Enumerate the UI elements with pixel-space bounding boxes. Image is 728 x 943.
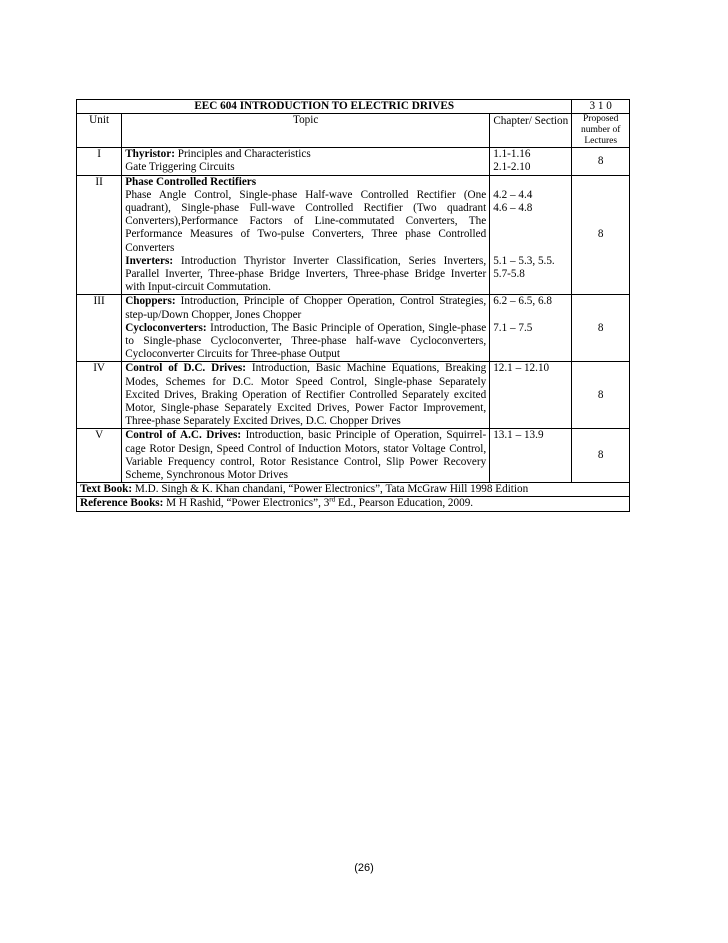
- unit-header: Unit: [77, 114, 122, 148]
- reference-books: Reference Books: M H Rashid, “Power Electronics”, 3rd Ed., Pearson Education, 2009.: [77, 497, 630, 511]
- reference-books-row: [77, 497, 630, 511]
- unit-chapters: 6.2 – 6.5, 6.8 7.1 – 7.5: [490, 295, 572, 362]
- unit-chapters: 4.2 – 4.4 4.6 – 4.8 5.1 – 5.3, 5.5. 5.7-5.8: [490, 175, 572, 295]
- unit-row: [77, 148, 630, 175]
- text-book: Text Book: M.D. Singh & K. Khan chandani, “Power Electronics”, Tata McGraw Hill 1998 Edition: [77, 483, 630, 497]
- syllabus-table: [76, 99, 630, 512]
- ltp-credits: 3 1 0: [572, 100, 630, 114]
- topic-header: Topic: [122, 114, 490, 148]
- unit-row: [77, 429, 630, 483]
- unit-lectures: 8: [572, 148, 630, 175]
- unit-row: [77, 175, 630, 295]
- title-row: [77, 100, 630, 114]
- unit-topics: Control of A.C. Drives: Introduction, basic Principle of Operation, Squirrel-cage Rotor Design, Speed Control of Induction Motors, stator Voltage Control, Variable Frequency control, Rotor Resistance Control, Slip Power Recovery Scheme, Synchronous Motor Drives: [122, 429, 490, 483]
- unit-number: III: [77, 295, 122, 362]
- text-book-row: [77, 483, 630, 497]
- chapter-header: Chapter/ Section: [490, 114, 572, 148]
- unit-row: [77, 362, 630, 429]
- unit-topics: Phase Controlled Rectifiers Phase Angle Control, Single-phase Half-wave Controlled Rectifier (One quadrant), Single-phase Full-wave Controlled Rectifier (Two quadrant Converters),Performance Factors of Line-commutated Converters, The Performance Measures of Two-pulse Converters, Three phase Controlled Converters Inverters: Introduction Thyristor Inverter Classification, Series Inverters, Parallel Inverter, Three-phase Bridge Inverters, Three-phase Bridge Inverter with Input-circuit Commutation.: [122, 175, 490, 295]
- lectures-header: Proposed number of Lectures: [572, 114, 630, 148]
- column-header-row: [77, 114, 630, 148]
- unit-number: IV: [77, 362, 122, 429]
- unit-lectures: 8: [572, 429, 630, 483]
- unit-number: II: [77, 175, 122, 295]
- unit-topics: Thyristor: Principles and Characteristics Gate Triggering Circuits: [122, 148, 490, 175]
- course-title: EEC 604 INTRODUCTION TO ELECTRIC DRIVES: [77, 100, 572, 114]
- page-number: (26): [354, 862, 374, 874]
- unit-row: [77, 295, 630, 362]
- unit-lectures: 8: [572, 362, 630, 429]
- unit-number: V: [77, 429, 122, 483]
- unit-lectures: 8: [572, 295, 630, 362]
- unit-chapters: 12.1 – 12.10: [490, 362, 572, 429]
- unit-chapters: 13.1 – 13.9: [490, 429, 572, 483]
- unit-number: I: [77, 148, 122, 175]
- unit-topics: Choppers: Introduction, Principle of Chopper Operation, Control Strategies, step-up/Down Chopper, Jones Chopper Cycloconverters: Introduction, The Basic Principle of Operation, Single-phase to Single-phase Cycloconverter, Three-phase half-wave Cycloconverters, Cycloconverter Circuits for Three-phase Output: [122, 295, 490, 362]
- unit-chapters: 1.1-1.16 2.1-2.10: [490, 148, 572, 175]
- unit-topics: Control of D.C. Drives: Introduction, Basic Machine Equations, Breaking Modes, Schemes for D.C. Motor Speed Control, Single-phase Separately Excited Drives, Braking Operation of Rectifier Controlled Separately excited Motor, Single-phase Separately Excited Drives, Power Factor Improvement, Three-phase Separately Excited Drives, D.C. Chopper Drives: [122, 362, 490, 429]
- unit-lectures: 8: [572, 175, 630, 295]
